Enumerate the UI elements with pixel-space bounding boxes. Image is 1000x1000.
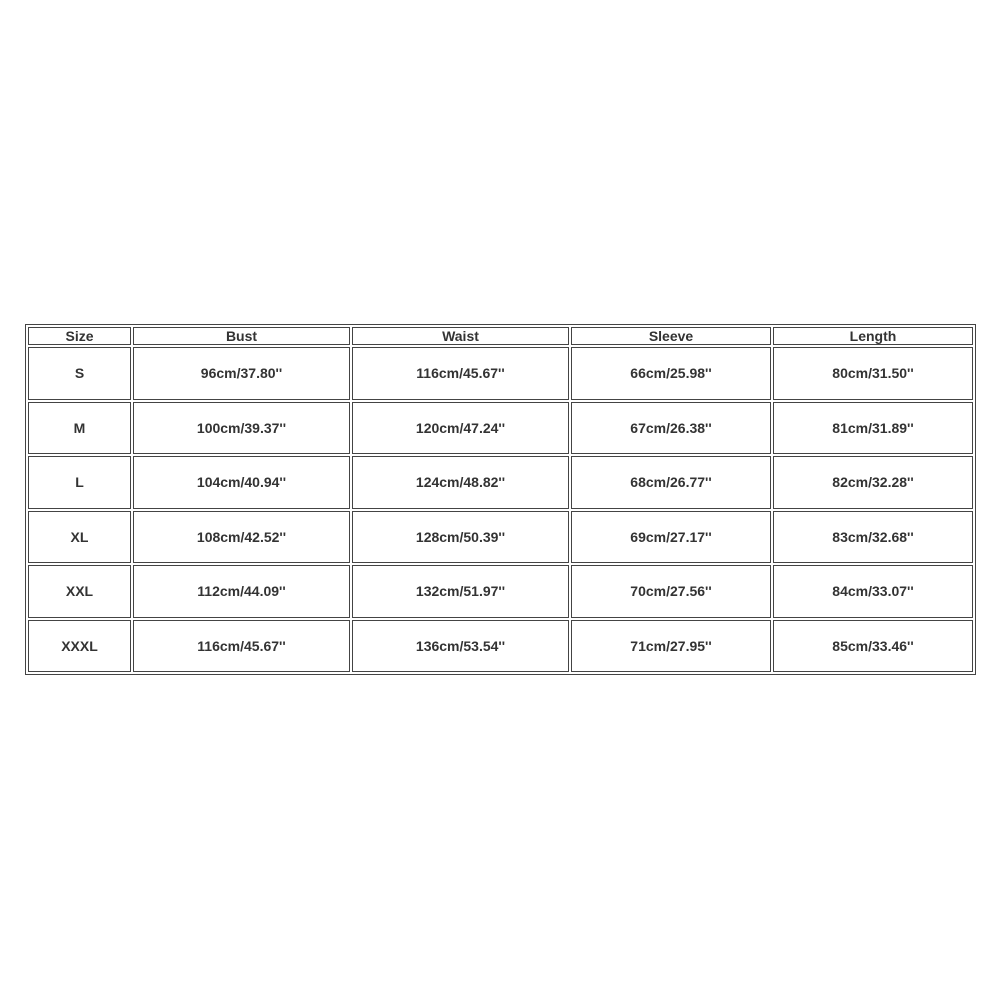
- header-waist: Waist: [352, 327, 569, 345]
- cell-size: S: [28, 347, 131, 400]
- cell-length: 83cm/32.68'': [773, 511, 973, 564]
- cell-bust: 100cm/39.37'': [133, 402, 350, 455]
- cell-length: 84cm/33.07'': [773, 565, 973, 618]
- cell-sleeve: 68cm/26.77'': [571, 456, 771, 509]
- cell-sleeve: 67cm/26.38'': [571, 402, 771, 455]
- cell-waist: 132cm/51.97'': [352, 565, 569, 618]
- cell-bust: 116cm/45.67'': [133, 620, 350, 673]
- cell-size: XXL: [28, 565, 131, 618]
- table-row: [28, 620, 973, 673]
- cell-length: 82cm/32.28'': [773, 456, 973, 509]
- table-row: [28, 456, 973, 509]
- header-sleeve: Sleeve: [571, 327, 771, 345]
- size-chart-table: [25, 324, 976, 675]
- header-bust: Bust: [133, 327, 350, 345]
- cell-sleeve: 66cm/25.98'': [571, 347, 771, 400]
- cell-size: M: [28, 402, 131, 455]
- header-size: Size: [28, 327, 131, 345]
- cell-waist: 136cm/53.54'': [352, 620, 569, 673]
- cell-bust: 104cm/40.94'': [133, 456, 350, 509]
- cell-bust: 112cm/44.09'': [133, 565, 350, 618]
- cell-length: 80cm/31.50'': [773, 347, 973, 400]
- table-row: [28, 565, 973, 618]
- table-row: [28, 402, 973, 455]
- cell-bust: 108cm/42.52'': [133, 511, 350, 564]
- cell-length: 85cm/33.46'': [773, 620, 973, 673]
- cell-size: XL: [28, 511, 131, 564]
- cell-sleeve: 70cm/27.56'': [571, 565, 771, 618]
- cell-waist: 128cm/50.39'': [352, 511, 569, 564]
- cell-size: L: [28, 456, 131, 509]
- cell-waist: 116cm/45.67'': [352, 347, 569, 400]
- header-row: [28, 327, 973, 345]
- cell-waist: 124cm/48.82'': [352, 456, 569, 509]
- cell-waist: 120cm/47.24'': [352, 402, 569, 455]
- header-length: Length: [773, 327, 973, 345]
- cell-sleeve: 69cm/27.17'': [571, 511, 771, 564]
- table-row: [28, 347, 973, 400]
- cell-size: XXXL: [28, 620, 131, 673]
- cell-bust: 96cm/37.80'': [133, 347, 350, 400]
- cell-sleeve: 71cm/27.95'': [571, 620, 771, 673]
- cell-length: 81cm/31.89'': [773, 402, 973, 455]
- table-row: [28, 511, 973, 564]
